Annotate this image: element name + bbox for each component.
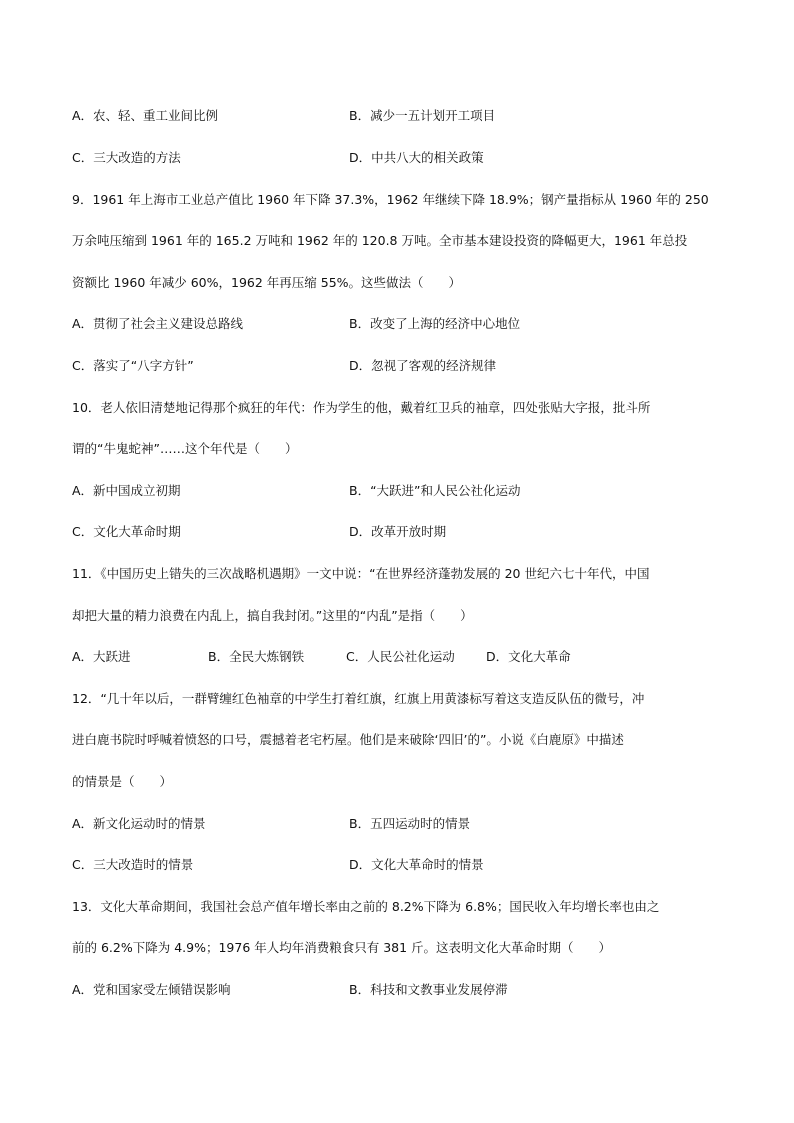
q9-stem-line-1: 9．1961 年上海市工业总产值比 1960 年下降 37.3%，1962 年继续下降 18.9%；钢产量指标从 1960 年的 250 — [72, 192, 709, 207]
q11-stem-line-2: 却把大量的精力浪费在内乱上，搞自我封闭。”这里的“内乱”是指（ ） — [72, 608, 473, 623]
q13-option-b: B．科技和文教事业发展停滞 — [349, 982, 508, 997]
q9-option-b: B．改变了上海的经济中心地位 — [349, 316, 521, 331]
q12-stem-line-2: 进白鹿书院时呼喊着愤怒的口号，震撼着老宅朽屋。他们是来破除‘四旧’的”。小说《白鹿原》中描述 — [72, 732, 624, 747]
q12-option-d: D．文化大革命时的情景 — [349, 857, 484, 872]
q11-option-a: A．大跃进 — [72, 649, 131, 664]
q10-option-d: D．改革开放时期 — [349, 524, 447, 539]
q11-stem-line-1: 11．《中国历史上错失的三次战略机遇期》一文中说：“在世界经济蓬勃发展的 20 世纪六七十年代，中国 — [72, 566, 650, 581]
q12-option-a: A．新文化运动时的情景 — [72, 816, 206, 831]
q9-option-d: D．忽视了客观的经济规律 — [349, 358, 497, 373]
q10-option-c: C．文化大革命时期 — [72, 524, 181, 539]
q13-option-a: A．党和国家受左倾错误影响 — [72, 982, 231, 997]
q11-option-d: D．文化大革命 — [486, 649, 571, 664]
q10-stem-line-1: 10．老人依旧清楚地记得那个疯狂的年代：作为学生的他，戴着红卫兵的袖章，四处张贴大字报，批斗所 — [72, 400, 651, 415]
q8-option-a: A．农、轻、重工业间比例 — [72, 108, 219, 123]
q12-stem-line-1: 12．“几十年以后，一群臂缠红色袖章的中学生打着红旗，红旗上用黄漆标写着这支造反队伍的微号，冲 — [72, 691, 645, 706]
q12-option-c: C．三大改造时的情景 — [72, 857, 194, 872]
q10-stem-line-2: 谓的“牛鬼蛇神”……这个年代是（ ） — [72, 441, 298, 456]
q8-option-b: B．减少一五计划开工项目 — [349, 108, 496, 123]
q9-stem-line-2: 万余吨压缩到 1961 年的 165.2 万吨和 1962 年的 120.8 万吨。全市基本建设投资的降幅更大，1961 年总投 — [72, 233, 688, 248]
q9-stem-line-3: 资额比 1960 年减少 60%，1962 年再压缩 55%。这些做法（ ） — [72, 275, 462, 290]
q13-stem-line-2: 前的 6.2%下降为 4.9%；1976 年人均年消费粮食只有 381 斤。这表明文化大革命时期（ ） — [72, 940, 612, 955]
q10-option-a: A．新中国成立初期 — [72, 483, 181, 498]
q13-stem-line-1: 13．文化大革命期间，我国社会总产值年增长率由之前的 8.2%下降为 6.8%；国民收入年均增长率也由之 — [72, 899, 660, 914]
q9-option-c: C．落实了“八字方针” — [72, 358, 194, 373]
q12-stem-line-3: 的情景是（ ） — [72, 774, 173, 789]
q11-option-c: C．人民公社化运动 — [346, 649, 455, 664]
q12-option-b: B．五四运动时的情景 — [349, 816, 471, 831]
q10-option-b: B．“大跃进”和人民公社化运动 — [349, 483, 521, 498]
q11-option-b: B．全民大炼钢铁 — [208, 649, 305, 664]
q9-option-a: A．贯彻了社会主义建设总路线 — [72, 316, 244, 331]
q8-option-d: D．中共八大的相关政策 — [349, 150, 484, 165]
q8-option-c: C．三大改造的方法 — [72, 150, 181, 165]
